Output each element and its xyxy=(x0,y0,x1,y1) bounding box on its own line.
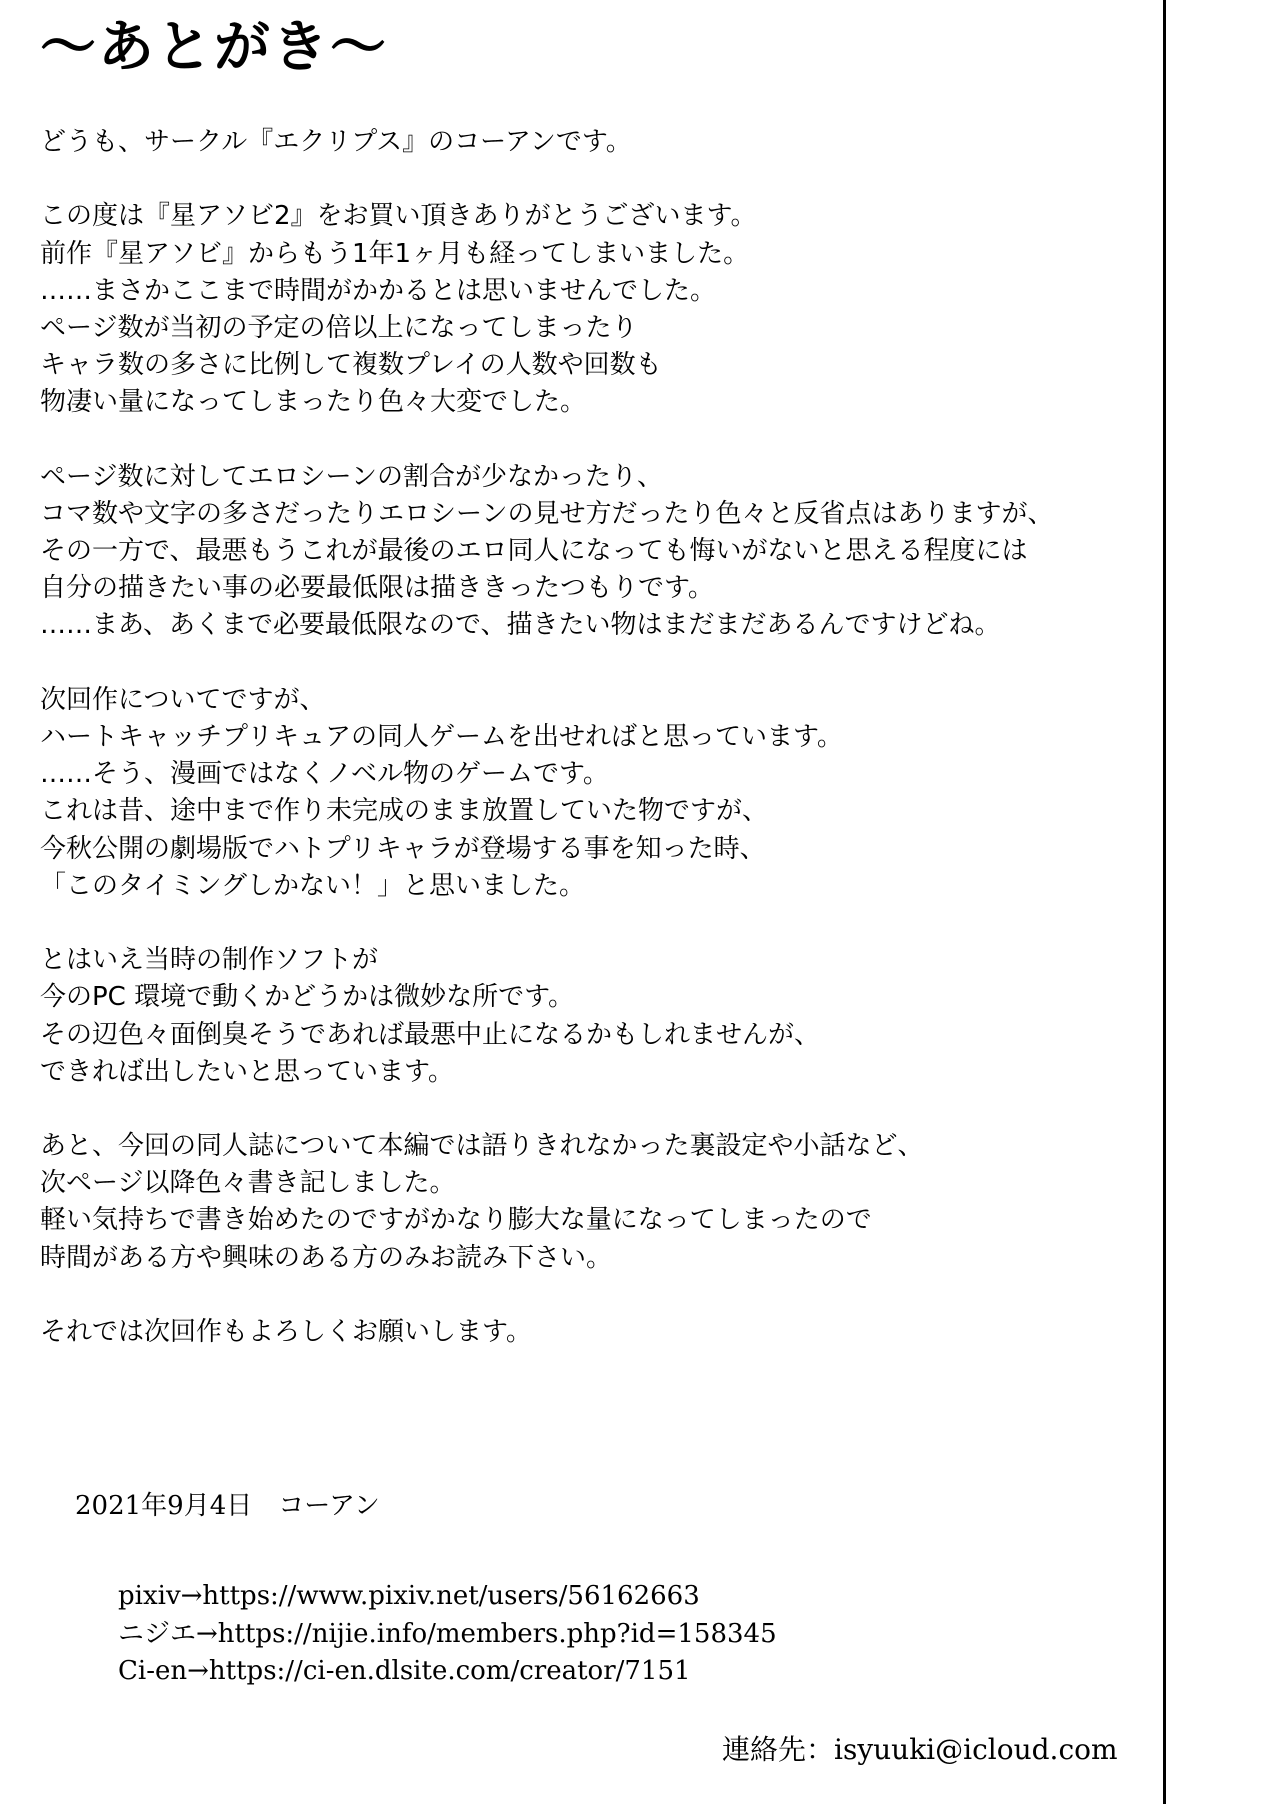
text-line: ……そう、漫画ではなくノベル物のゲームです。 xyxy=(40,759,609,790)
paragraph-gap xyxy=(40,645,1150,682)
text-line: キャラ数の多さに比例して複数プレイの人数や回数も xyxy=(40,350,662,381)
text-line: これは昔、途中まで作り未完成のまま放置していた物ですが、 xyxy=(40,796,769,827)
afterword-body xyxy=(40,124,1150,1351)
text-line: 時間がある方や興味のある方のみお読み下さい。 xyxy=(40,1242,613,1273)
text-line: とはいえ当時の制作ソフトが xyxy=(40,945,379,976)
paragraph xyxy=(40,682,1150,905)
link-item: ニジエ→https://nijie.info/members.php?id=158345 xyxy=(118,1618,777,1649)
link-item: pixiv→https://www.pixiv.net/users/56162663 xyxy=(118,1581,700,1611)
text-line: 今秋公開の劇場版でハトプリキャラが登場する事を知った時、 xyxy=(40,833,766,864)
paragraph xyxy=(40,459,1150,645)
text-line: 自分の描きたい事の必要最低限は描ききったつもりです。 xyxy=(40,573,714,604)
text-line: 前作『星アソビ』からもう1年1ヶ月も経ってしまいました。 xyxy=(40,238,750,269)
paragraph xyxy=(40,198,1150,421)
text-line: それでは次回作もよろしくお願いします。 xyxy=(40,1317,532,1347)
text-line: ……まさかここまで時間がかかるとは思いませんでした。 xyxy=(40,275,717,306)
signature-date: 2021年9月4日 コーアン xyxy=(75,1491,380,1521)
paragraph-gap xyxy=(40,1091,1150,1128)
paragraph-gap xyxy=(40,905,1150,942)
text-line: 物凄い量になってしまったり色々大変でした。 xyxy=(40,387,587,418)
text-line: ページ数に対してエロシーンの割合が少なかったり、 xyxy=(40,461,663,492)
text-line: この度は『星アソビ2』をお買い頂きありがとうございます。 xyxy=(40,201,757,232)
text-line: どうも、サークル『エクリプス』のコーアンです。 xyxy=(40,127,632,157)
paragraph-gap xyxy=(40,422,1150,459)
paragraph xyxy=(40,124,1150,161)
text-line: 「このタイミングしかない！」と思いました。 xyxy=(40,870,585,901)
text-line: ……まあ、あくまで必要最低限なので、描きたい物はまだまだあるんですけどね。 xyxy=(40,610,1001,641)
text-line: 軽い気持ちで書き始めたのですがかなり膨大な量になってしまったので xyxy=(40,1205,872,1236)
contact-email: 連絡先：isyuuki@icloud.com xyxy=(722,1733,1118,1766)
link-item: Ci-en→https://ci-en.dlsite.com/creator/7151 xyxy=(118,1656,691,1686)
text-line: できれば出したいと思っています。 xyxy=(40,1056,454,1087)
text-line: コマ数や文字の多さだったりエロシーンの見せ方だったり色々と反省点はありますが、 xyxy=(40,498,1054,529)
text-line: 今のPC 環境で動くかどうかは微妙な所です。 xyxy=(40,982,575,1013)
paragraph xyxy=(40,1314,1150,1351)
text-line: その辺色々面倒臭そうであれば最悪中止になるかもしれませんが、 xyxy=(40,1019,821,1050)
text-line: その一方で、最悪もうこれが最後のエロ同人になっても悔いがないと思える程度には xyxy=(40,536,1028,567)
text-line: ハートキャッチプリキュアの同人ゲームを出せればと思っています。 xyxy=(40,722,843,752)
page-title: ～あとがき～ xyxy=(40,15,388,80)
paragraph-gap xyxy=(40,161,1150,198)
text-line: あと、今回の同人誌について本編では語りきれなかった裏設定や小話など、 xyxy=(40,1131,924,1162)
paragraph xyxy=(40,942,1150,1091)
text-line: 次ページ以降色々書き記しました。 xyxy=(40,1168,456,1199)
text-line: 次回作についてですが、 xyxy=(40,684,326,715)
page-border xyxy=(1163,0,1166,1804)
paragraph xyxy=(40,1128,1150,1277)
link-list xyxy=(118,1578,777,1691)
text-line: ページ数が当初の予定の倍以上になってしまったり xyxy=(40,312,638,343)
paragraph-gap xyxy=(40,1277,1150,1314)
